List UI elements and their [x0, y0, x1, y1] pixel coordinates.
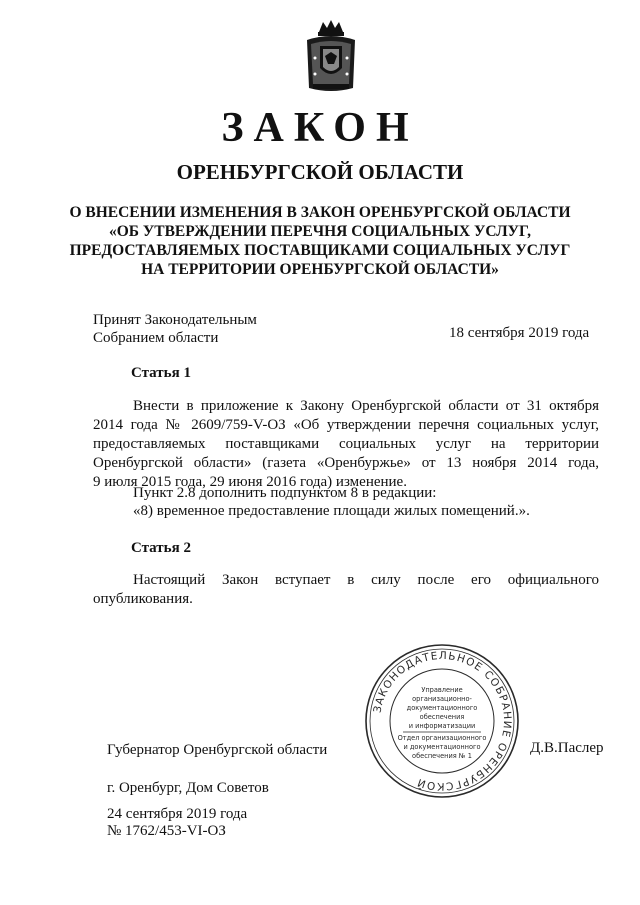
stamp-line: документационного	[406, 704, 478, 712]
article-1-point: Пункт 2.8 дополнить подпунктом 8 в редакции:	[133, 485, 437, 501]
article-2-paragraph	[93, 571, 599, 609]
subject-line: «ОБ УТВЕРЖДЕНИИ ПЕРЕЧНЯ СОЦИАЛЬНЫХ УСЛУГ,	[108, 223, 532, 240]
coat-of-arms-emblem	[303, 18, 359, 94]
article-line: опубликования.	[93, 591, 193, 607]
subject-line: ПРЕДОСТАВЛЯЕМЫХ ПОСТАВЩИКАМИ СОЦИАЛЬНЫХ УСЛУГ	[69, 242, 571, 259]
article-line: предоставляемых поставщиками социальных услуг на территории	[93, 436, 599, 452]
article-line: 9 июля 2015 года, 29 июня 2016 года) изменение.	[93, 474, 407, 490]
adoption-line: Принят Законодательным	[93, 312, 257, 328]
adoption-date: 18 сентября 2019 года	[449, 325, 590, 341]
official-stamp	[363, 642, 521, 800]
signatory-name: Д.В.Паслер	[530, 740, 604, 756]
stamp-line: и информатизации	[408, 722, 476, 730]
article-1-quote: «8) временное предоставление площади жилых помещений.».	[133, 503, 530, 519]
stamp-line: обеспечения	[419, 713, 465, 721]
law-number: № 1762/453-VI-ОЗ	[107, 823, 226, 839]
article-1-heading: Статья 1	[131, 365, 191, 381]
stamp-line: Управление	[421, 686, 463, 694]
article-1-paragraph	[93, 397, 599, 492]
signing-date: 24 сентября 2019 года	[107, 806, 248, 822]
stamp-line: Отдел организационного	[397, 734, 487, 742]
stamp-ring-text: ЗАКОНОДАТЕЛЬНОЕ СОБРАНИЕ ОРЕНБУРГСКОЙ	[371, 649, 514, 793]
subject-line: НА ТЕРРИТОРИИ ОРЕНБУРГСКОЙ ОБЛАСТИ»	[141, 261, 499, 278]
region-title: ОРЕНБУРГСКОЙ ОБЛАСТИ	[176, 160, 464, 184]
article-line: Внести в приложение к Закону Оренбургской области от 31 октября	[133, 398, 599, 414]
law-subject	[0, 203, 640, 279]
article-line: Оренбургской области» (газета «Оренбуржье» от 13 ноября 2014 года,	[93, 455, 599, 471]
governor-title: Губернатор Оренбургской области	[107, 742, 328, 758]
stamp-line: обеспечения № 1	[412, 752, 472, 760]
adoption-body	[93, 311, 257, 347]
article-2-heading: Статья 2	[131, 540, 191, 556]
svg-text:ЗАКОНОДАТЕЛЬНОЕ СОБРАНИЕ ОРЕНБ	[372, 650, 514, 792]
signing-place: г. Оренбург, Дом Советов	[107, 780, 269, 796]
subject-line: О ВНЕСЕНИИ ИЗМЕНЕНИЯ В ЗАКОН ОРЕНБУРГСКОЙ ОБЛАСТИ	[69, 204, 571, 221]
law-title: ЗАКОН	[221, 105, 419, 151]
article-line: 2014 года № 2609/759-V-ОЗ «Об утверждении перечня социальных услуг,	[93, 417, 599, 433]
adoption-line: Собранием области	[93, 330, 219, 346]
stamp-line: и документационного	[403, 743, 481, 751]
article-line: Настоящий Закон вступает в силу после его официального	[133, 572, 599, 588]
stamp-line: организационно-	[412, 695, 472, 703]
